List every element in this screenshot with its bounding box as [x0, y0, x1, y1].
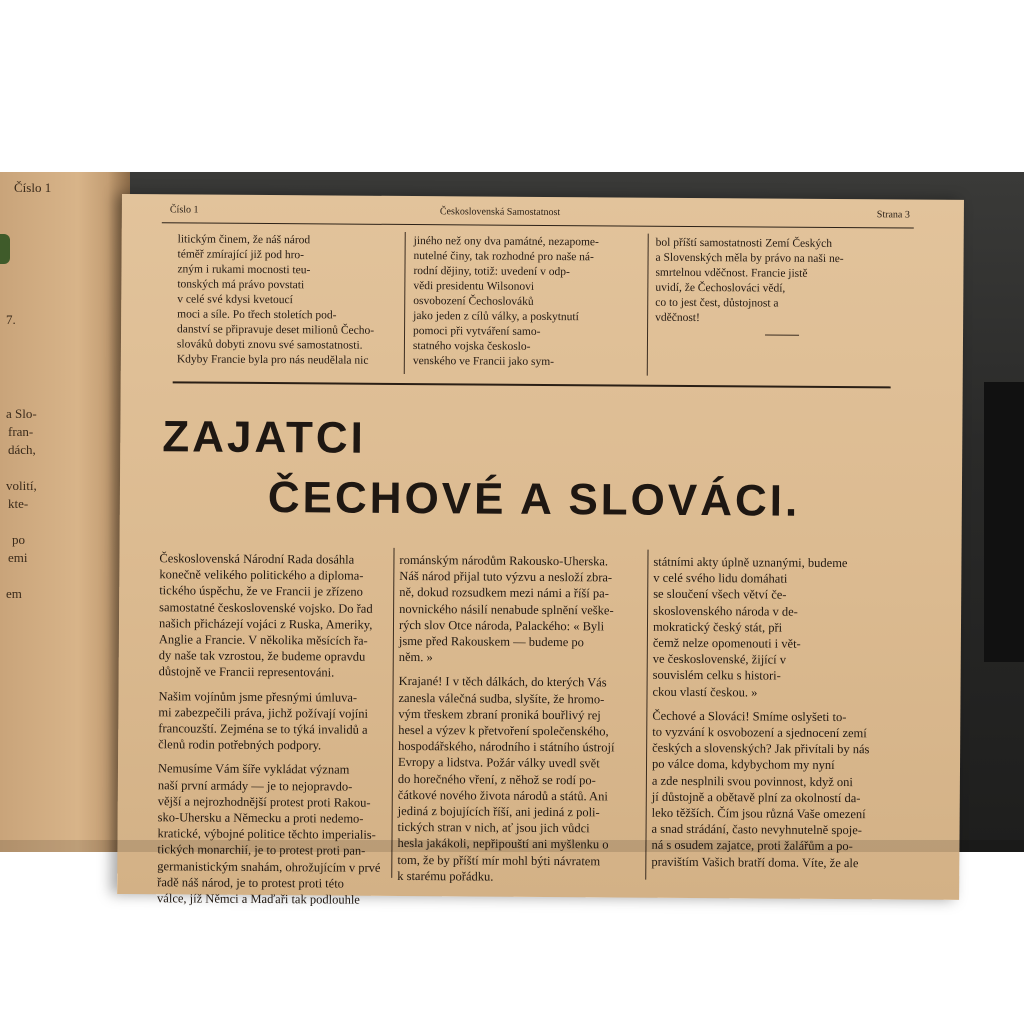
green-mark	[0, 234, 10, 264]
section-rule	[173, 381, 891, 388]
header-title: Československá Samostatnost	[439, 206, 561, 219]
end-rule	[765, 334, 799, 335]
left-fragment: 7.	[6, 312, 16, 327]
headline-line-2: ČECHOVÉ A SLOVÁCI.	[267, 473, 801, 526]
left-fragment: kte-	[8, 496, 29, 511]
newspaper-photo	[0, 172, 1024, 907]
header-issue: Číslo 1	[169, 204, 199, 216]
body-column-1: Československá Národní Rada dosáhla konečně velikého politického a diploma- tického úspěchu, že ve Francii je zřízeno samostatné československé vojsko. Do řad našich přicházejí vojáci z Ruska, Ameriky, Anglie a Francie. V několika měsících řa- dy naše tak vzrostou, že budeme opravdu důstojně ve Francii representováni. Našim vojínům jsme přesnými úmluva- mi zabezpečili práva, jichž požívají vojíni francouzští. Zejména se to týká invalidů a členů rodin potřebných podpory. Nemusíme Vám šíře vykládat význam naší první armády — je to nejopravdo- vější a nejrozhodnější protest proti Rakou- sko-Uhersku a Německu a proti nedemo- kratické, výbojné politice těchto imperialis- tických monarchií, je to protest proti pan- germanistickým snahám, ohrožujícím v prvé řadě náš národ, je to protest proti této válce, jíž Němci a Maďaři tak podlouhle	[157, 551, 381, 907]
left-fragment: emi	[8, 550, 28, 565]
main-page	[117, 194, 964, 907]
top-column-1: litickým činem, že náš národ téměř zmírající již pod hro- zným i rukami mocnosti teu- tonských má právo povstati v celé své kdysi kvetoucí moci a síle. Po třech stoletích pod- danství se připravuje deset milionů Čecho- slováků dobyti znovu své samostatnosti. Kdyby Francie byla pro nás neudělala nic	[176, 233, 375, 367]
top-column-2: jiného než ony dva památné, nezapome- nutelné činy, tak rozhodné pro naše ná- rodní dějiny, totiž: uvedení v odp- vědi presidentu Wilsonovi osvobození Čechoslováků jako jeden z cílů války, a poskytnutí pomoci při vytváření samo- statného vojska českoslo- venského ve Francii jako sym-	[412, 235, 599, 369]
photo-bottom-shadow	[0, 840, 1024, 852]
headline-line-1: ZAJATCI	[162, 412, 366, 463]
left-fragment: fran-	[8, 424, 34, 439]
left-fragment: em	[6, 586, 22, 601]
column-rule	[404, 232, 406, 374]
column-rule	[645, 550, 648, 880]
body-column-3: státními akty úplně uznanými, budeme v celé svého lidu domáhati se sloučení všech větví če- skoslovenského národa v de- mokratický český stát, při čemž nelze opomenouti i vět- ve československé, žijící v souvislém celku s histori- ckou vlastí českou. » Čechové a Slováci! Smíme oslyšeti to- to vyzvání k osvobození a sjednocení zemí českých a slovenských? Jak přivítali by nás po válce doma, kdybychom my nyní a zde nesplnili svou povinnost, když oni jí důstojně a obětavě plní za okolností da- leko těžších. Čím jsou různá Vaše omezení a snad strádání, často nevyhnutelně spoje- ná s osudem zajatce, proti žalářům a po- pravištím Vašich bratří doma. Víte, že ale	[651, 554, 870, 870]
left-page	[0, 172, 130, 852]
column-rule	[647, 234, 649, 376]
left-fragment: a Slo-	[6, 406, 37, 421]
left-fragment: volití,	[6, 478, 37, 493]
body-column-2: románským národům Rakousko-Uherska. Náš národ přijal tuto výzvu a nesloží zbra- ně, dokud rozsudkem mezi námi a říší pa- novnického násilí nenabude splnění veške- rých slov Otce národa, Palackého: « Byli jsme před Rakouskem — budeme po něm. » Krajané! I v těch dálkách, do kterých Vás zanesla válečná sudba, slyšíte, že hromo- vým třeskem zbraní proniká bouřlivý rej hesel a výzev k přetvoření společenského, hospodářského, národního i státního ústrojí Evropy a lidstva. Požár války uvedl svět do horečného vření, z něhož se rodí po- čátkové nového života národů a států. Ani jediná z bojujících říší, ani jediná z poli- tických stran v nich, ať jsou jich vůdci hesla jakákoli, nepřipouští ani myšlenku o tom, že by příští mír mohl býti návratem k starému pořádku.	[397, 552, 615, 884]
top-column-3: bol příští samostatnosti Zemí Českých a Slovenských měla by právo na naši ne- smrtelnou vděčnost. Francie jistě uvidí, že Čechoslováci vědí, co to jest čest, důstojnost a vděčnost!	[655, 236, 896, 337]
left-fragment: po	[12, 532, 25, 547]
left-page-corner: Číslo 1	[14, 180, 52, 195]
left-fragment: dách,	[8, 442, 36, 457]
binder-edge	[984, 382, 1024, 662]
header-page: Strana 3	[876, 209, 910, 221]
